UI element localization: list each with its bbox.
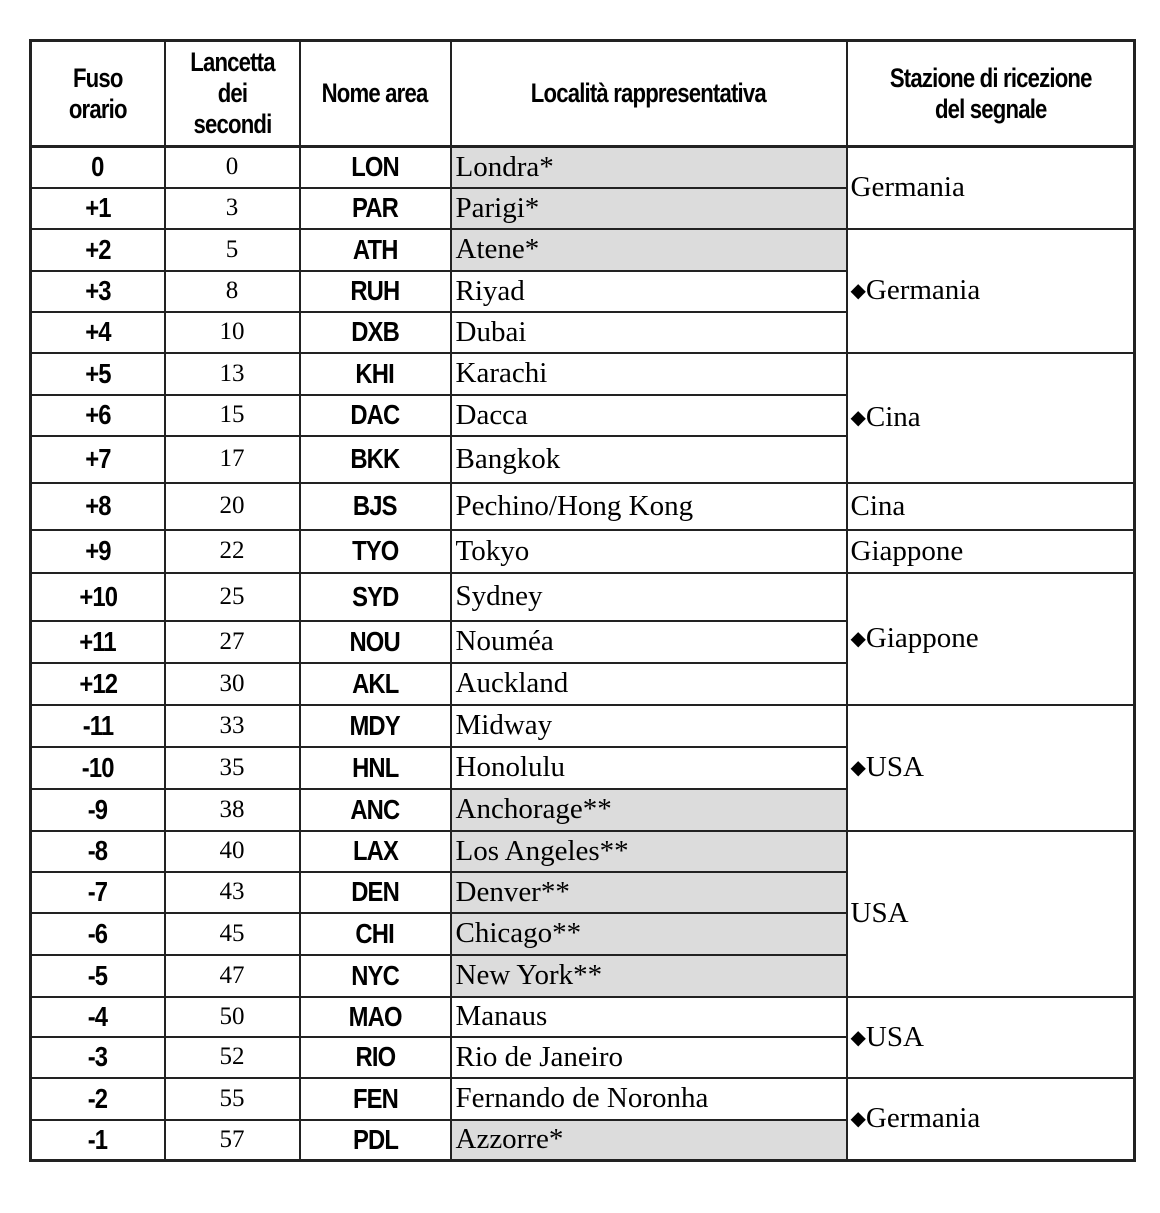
signal-station-name: Cina [850, 489, 906, 522]
location-cell: Auckland [451, 663, 847, 705]
location-cell: Manaus [451, 997, 847, 1037]
area-code-cell [300, 229, 451, 271]
time-zone-value: +7 [85, 443, 111, 474]
second-hand-cell: 57 [165, 1120, 300, 1161]
area-code-value: NOU [349, 625, 401, 657]
second-hand-cell: 3 [165, 188, 300, 229]
area-code-cell [300, 271, 451, 312]
location-cell: Rio de Janeiro [451, 1037, 847, 1078]
header-signal-station [847, 41, 1135, 147]
location-cell: Pechino/Hong Kong [451, 483, 847, 530]
location-cell: Tokyo [451, 530, 847, 573]
second-hand-cell: 15 [165, 395, 300, 436]
diamond-icon: ◆ [850, 1026, 866, 1049]
signal-station-name: Germania [865, 1102, 981, 1135]
header-time-zone [31, 41, 165, 147]
time-zone-value: -11 [82, 709, 114, 741]
table-row [31, 705, 1135, 747]
time-zone-cell [31, 997, 165, 1037]
time-zone-cell [31, 621, 165, 663]
time-zone-value: +12 [78, 667, 117, 699]
second-hand-cell: 27 [165, 621, 300, 663]
time-zone-value: -1 [88, 1123, 108, 1155]
signal-station-name: Giappone [865, 622, 979, 654]
area-code-cell [300, 705, 451, 747]
area-code-cell [300, 872, 451, 913]
header-area-name [300, 41, 451, 147]
location-cell: Atene* [451, 229, 847, 271]
signal-station-name: USA [850, 897, 909, 929]
area-code-cell [300, 395, 451, 436]
location-cell: Fernando de Noronha [451, 1078, 847, 1120]
area-code-cell [300, 663, 451, 705]
second-hand-cell: 35 [165, 747, 300, 789]
location-cell: Azzorre* [451, 1120, 847, 1161]
location-cell: Denver** [451, 872, 847, 913]
time-zone-cell [31, 663, 165, 705]
time-zone-cell [31, 747, 165, 789]
area-code-cell [300, 1120, 451, 1161]
area-code-cell [300, 955, 451, 997]
area-code-value: HNL [351, 751, 399, 783]
time-zone-cell [31, 395, 165, 436]
location-cell: Los Angeles** [451, 831, 847, 872]
location-cell: Bangkok [451, 436, 847, 483]
location-cell: Karachi [451, 353, 847, 395]
second-hand-cell: 5 [165, 229, 300, 271]
time-zone-value: +3 [85, 275, 111, 306]
time-zone-cell [31, 789, 165, 831]
second-hand-cell: 47 [165, 955, 300, 997]
signal-station-cell [847, 483, 1135, 530]
area-code-cell [300, 621, 451, 663]
area-code-value: TYO [351, 535, 399, 566]
diamond-icon: ◆ [850, 628, 866, 650]
location-cell: Londra* [451, 147, 847, 188]
table-row [31, 831, 1135, 872]
time-zone-value: +1 [85, 192, 111, 223]
time-zone-cell [31, 229, 165, 271]
signal-station-name: USA [865, 1020, 924, 1053]
signal-station-cell [847, 530, 1135, 573]
location-cell: Dubai [451, 312, 847, 353]
second-hand-cell: 13 [165, 353, 300, 395]
area-code-value: LAX [352, 835, 398, 866]
table-row [31, 1078, 1135, 1120]
location-cell: Riyad [451, 271, 847, 312]
time-zone-cell [31, 872, 165, 913]
signal-station-name: Germania [850, 171, 965, 204]
signal-station-cell [847, 147, 1135, 229]
signal-station-cell [847, 831, 1135, 997]
signal-station-cell [847, 229, 1135, 353]
table-row [31, 147, 1135, 188]
area-code-value: PDL [352, 1123, 398, 1155]
area-code-value: AKL [351, 667, 399, 699]
second-hand-cell: 33 [165, 705, 300, 747]
time-zone-cell [31, 436, 165, 483]
time-zone-value: 0 [91, 151, 104, 183]
time-zone-cell [31, 1120, 165, 1161]
area-code-value: DXB [351, 316, 399, 347]
diamond-icon: ◆ [850, 757, 866, 779]
area-code-cell [300, 436, 451, 483]
second-hand-cell: 20 [165, 483, 300, 530]
table-row [31, 229, 1135, 271]
table-row [31, 573, 1135, 621]
second-hand-cell: 52 [165, 1037, 300, 1078]
time-zone-cell [31, 312, 165, 353]
area-code-value: MAO [348, 1000, 402, 1032]
time-zone-value: +11 [79, 625, 116, 657]
header-second-hand [165, 41, 300, 147]
time-zone-cell [31, 147, 165, 188]
time-zone-value: +6 [85, 399, 111, 430]
time-zone-cell [31, 353, 165, 395]
area-code-cell [300, 913, 451, 955]
header-row [31, 41, 1135, 147]
area-code-value: PAR [352, 192, 398, 223]
header-time-zone-label: Fuso orario [68, 62, 127, 124]
second-hand-cell: 8 [165, 271, 300, 312]
signal-station-cell [847, 573, 1135, 705]
second-hand-cell: 38 [165, 789, 300, 831]
second-hand-cell: 10 [165, 312, 300, 353]
second-hand-cell: 0 [165, 147, 300, 188]
time-zone-cell [31, 271, 165, 312]
second-hand-cell: 55 [165, 1078, 300, 1120]
time-zone-value: +2 [85, 233, 111, 265]
location-cell: Midway [451, 705, 847, 747]
time-zone-value: +9 [85, 535, 111, 566]
area-code-cell [300, 530, 451, 573]
signal-station-cell [847, 353, 1135, 483]
location-cell: Anchorage** [451, 789, 847, 831]
area-code-cell [300, 1078, 451, 1120]
area-code-cell [300, 483, 451, 530]
time-zone-table [29, 39, 1136, 1162]
time-zone-value: -5 [88, 959, 108, 991]
second-hand-cell: 22 [165, 530, 300, 573]
signal-station-name: Cina [865, 401, 921, 433]
area-code-value: NYC [351, 959, 399, 991]
second-hand-cell: 43 [165, 872, 300, 913]
area-code-cell [300, 147, 451, 188]
time-zone-cell [31, 1037, 165, 1078]
signal-station-cell [847, 997, 1135, 1078]
area-code-cell [300, 997, 451, 1037]
area-code-value: MDY [349, 709, 401, 741]
area-code-value: FEN [352, 1082, 398, 1114]
second-hand-cell: 40 [165, 831, 300, 872]
time-zone-cell [31, 1078, 165, 1120]
time-zone-cell [31, 573, 165, 621]
area-code-cell [300, 789, 451, 831]
location-cell: Nouméa [451, 621, 847, 663]
area-code-value: BJS [353, 490, 397, 521]
header-representative-location-label: Località rappresentativa [530, 78, 767, 108]
signal-station-cell [847, 1078, 1135, 1161]
location-cell: Parigi* [451, 188, 847, 229]
area-code-value: ATH [352, 233, 398, 265]
time-zone-value: +5 [85, 357, 111, 389]
diamond-icon: ◆ [850, 407, 866, 429]
header-second-hand-label: Lancetta dei secondi [189, 47, 275, 139]
area-code-cell [300, 312, 451, 353]
table-row [31, 353, 1135, 395]
time-zone-value: -2 [88, 1082, 108, 1114]
header-signal-station-label: Stazione di ricezione del segnale [889, 62, 1092, 124]
signal-station-name: Giappone [850, 534, 964, 567]
area-code-cell [300, 573, 451, 621]
area-code-cell [300, 188, 451, 229]
time-zone-value: -4 [88, 1000, 108, 1032]
table-row [31, 483, 1135, 530]
table-row [31, 530, 1135, 573]
area-code-cell [300, 747, 451, 789]
area-code-value: RUH [350, 275, 400, 306]
time-zone-cell [31, 705, 165, 747]
area-code-value: DEN [351, 876, 399, 907]
time-zone-value: +8 [85, 490, 111, 521]
signal-station-name: Germania [865, 274, 981, 306]
area-code-value: KHI [355, 357, 395, 389]
second-hand-cell: 30 [165, 663, 300, 705]
time-zone-value: -6 [88, 917, 108, 949]
area-code-value: SYD [351, 580, 399, 612]
location-cell: Honolulu [451, 747, 847, 789]
location-cell: New York** [451, 955, 847, 997]
diamond-icon: ◆ [850, 280, 866, 302]
time-zone-value: -3 [88, 1041, 108, 1072]
time-zone-value: +4 [85, 316, 111, 347]
time-zone-value: +10 [78, 580, 117, 612]
time-zone-cell [31, 188, 165, 229]
time-zone-cell [31, 530, 165, 573]
area-code-value: CHI [355, 917, 395, 949]
area-code-value: DAC [350, 399, 400, 430]
second-hand-cell: 50 [165, 997, 300, 1037]
area-code-cell [300, 1037, 451, 1078]
signal-station-name: USA [865, 751, 924, 783]
signal-station-cell [847, 705, 1135, 831]
area-code-value: BKK [350, 443, 400, 474]
location-cell: Dacca [451, 395, 847, 436]
table-row [31, 997, 1135, 1037]
area-code-cell [300, 831, 451, 872]
location-cell: Sydney [451, 573, 847, 621]
time-zone-cell [31, 913, 165, 955]
diamond-icon: ◆ [850, 1108, 866, 1131]
area-code-cell [300, 353, 451, 395]
header-area-name-label: Nome area [322, 78, 428, 108]
time-zone-value: -8 [88, 835, 108, 866]
second-hand-cell: 17 [165, 436, 300, 483]
area-code-value: LON [351, 151, 399, 183]
time-zone-cell [31, 831, 165, 872]
second-hand-cell: 45 [165, 913, 300, 955]
time-zone-value: -10 [81, 751, 114, 783]
time-zone-cell [31, 483, 165, 530]
time-zone-value: -9 [88, 793, 108, 825]
location-cell: Chicago** [451, 913, 847, 955]
area-code-value: ANC [350, 793, 400, 825]
area-code-value: RIO [355, 1041, 395, 1072]
second-hand-cell: 25 [165, 573, 300, 621]
time-zone-value: -7 [88, 876, 108, 907]
header-representative-location [451, 41, 847, 147]
time-zone-cell [31, 955, 165, 997]
